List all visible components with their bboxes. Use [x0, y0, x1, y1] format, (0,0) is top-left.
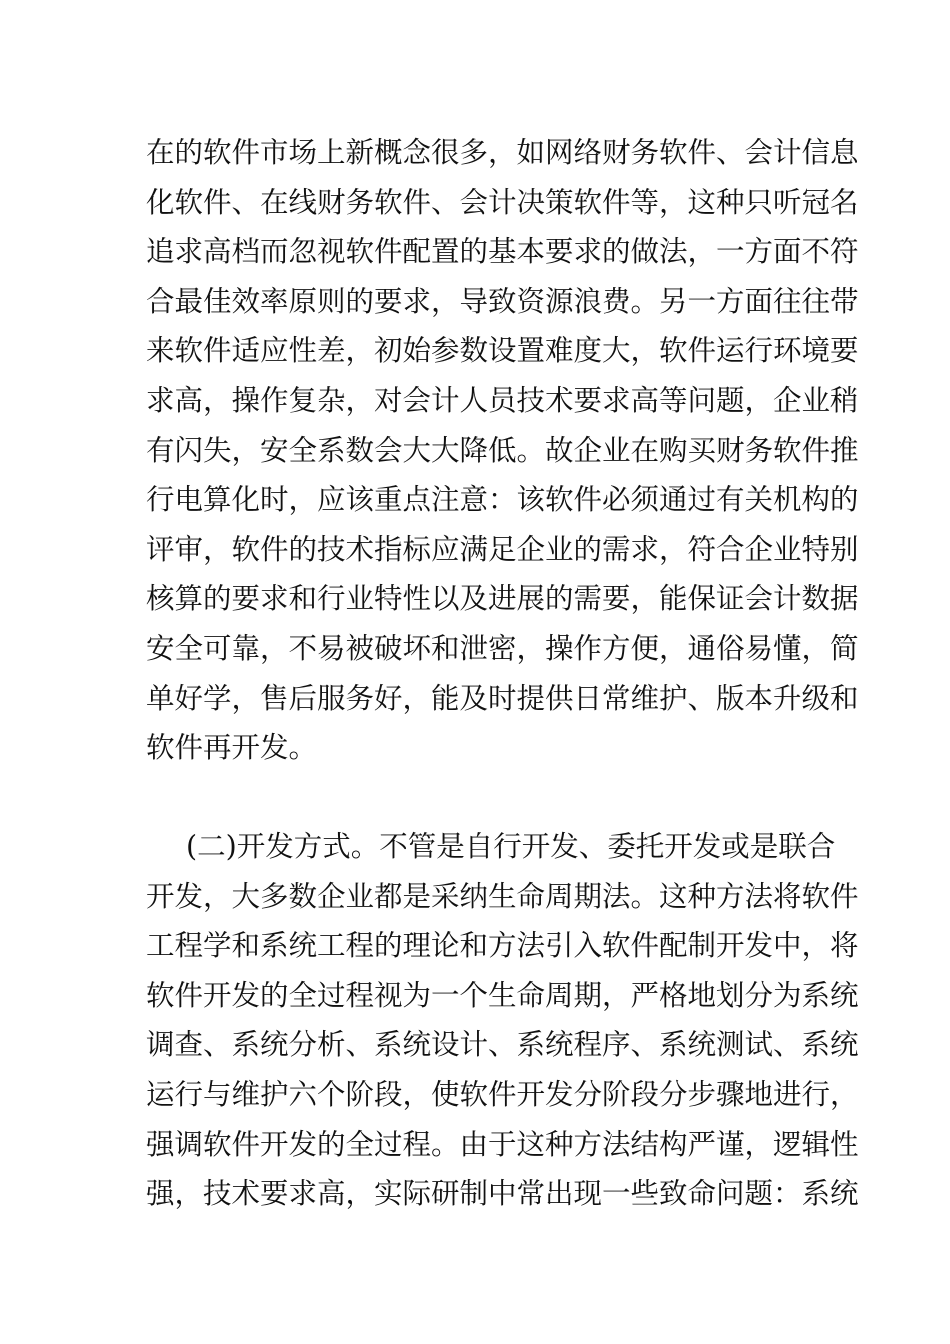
text-line: (二)开发方式。不管是自行开发、委托开发或是联合 — [186, 830, 836, 863]
text-line: 化软件、在线财务软件、会计决策软件等，这种只听冠名 — [146, 185, 859, 219]
text-line: 合最佳效率原则的要求，导致资源浪费。另一方面往往带 — [146, 284, 859, 318]
text-line: 强调软件开发的全过程。由于这种方法结构严谨，逻辑性 — [146, 1127, 859, 1161]
text-line: 运行与维护六个阶段，使软件开发分阶段分步骤地进行， — [146, 1077, 859, 1111]
text-line: 单好学，售后服务好，能及时提供日常维护、版本升级和 — [146, 681, 859, 715]
text-line: 有闪失，安全系数会大大降低。故企业在购买财务软件推 — [146, 433, 859, 467]
text-line: 调查、系统分析、系统设计、系统程序、系统测试、系统 — [146, 1028, 859, 1062]
paragraph-development-method — [146, 822, 859, 1219]
text-line: 工程学和系统工程的理论和方法引入软件配制开发中，将 — [146, 929, 859, 963]
text-line: 在的软件市场上新概念很多，如网络财务软件、会计信息 — [146, 136, 859, 169]
text-line: 安全可靠，不易被破坏和泄密，操作方便，通俗易懂，简 — [146, 631, 859, 665]
text-line: 来软件适应性差，初始参数设置难度大，软件运行环境要 — [146, 334, 859, 368]
text-line: 强，技术要求高，实际研制中常出现一些致命问题：系统 — [146, 1177, 859, 1211]
text-line: 求高，操作复杂，对会计人员技术要求高等问题，企业稍 — [146, 383, 859, 417]
text-line: 核算的要求和行业特性以及进展的需要，能保证会计数据 — [146, 582, 859, 616]
text-line: 软件开发的全过程视为一个生命周期，严格地划分为系统 — [146, 978, 859, 1012]
paragraph-software-selection — [146, 128, 859, 773]
text-line: 软件再开发。 — [146, 731, 318, 765]
text-line: 评审，软件的技术指标应满足企业的需求，符合企业特别 — [146, 532, 859, 566]
text-line: 行电算化时，应该重点注意：该软件必须通过有关机构的 — [146, 483, 859, 517]
text-line: 追求高档而忽视软件配置的基本要求的做法，一方面不符 — [146, 235, 859, 269]
text-line: 开发，大多数企业都是采纳生命周期法。这种方法将软件 — [146, 879, 859, 913]
